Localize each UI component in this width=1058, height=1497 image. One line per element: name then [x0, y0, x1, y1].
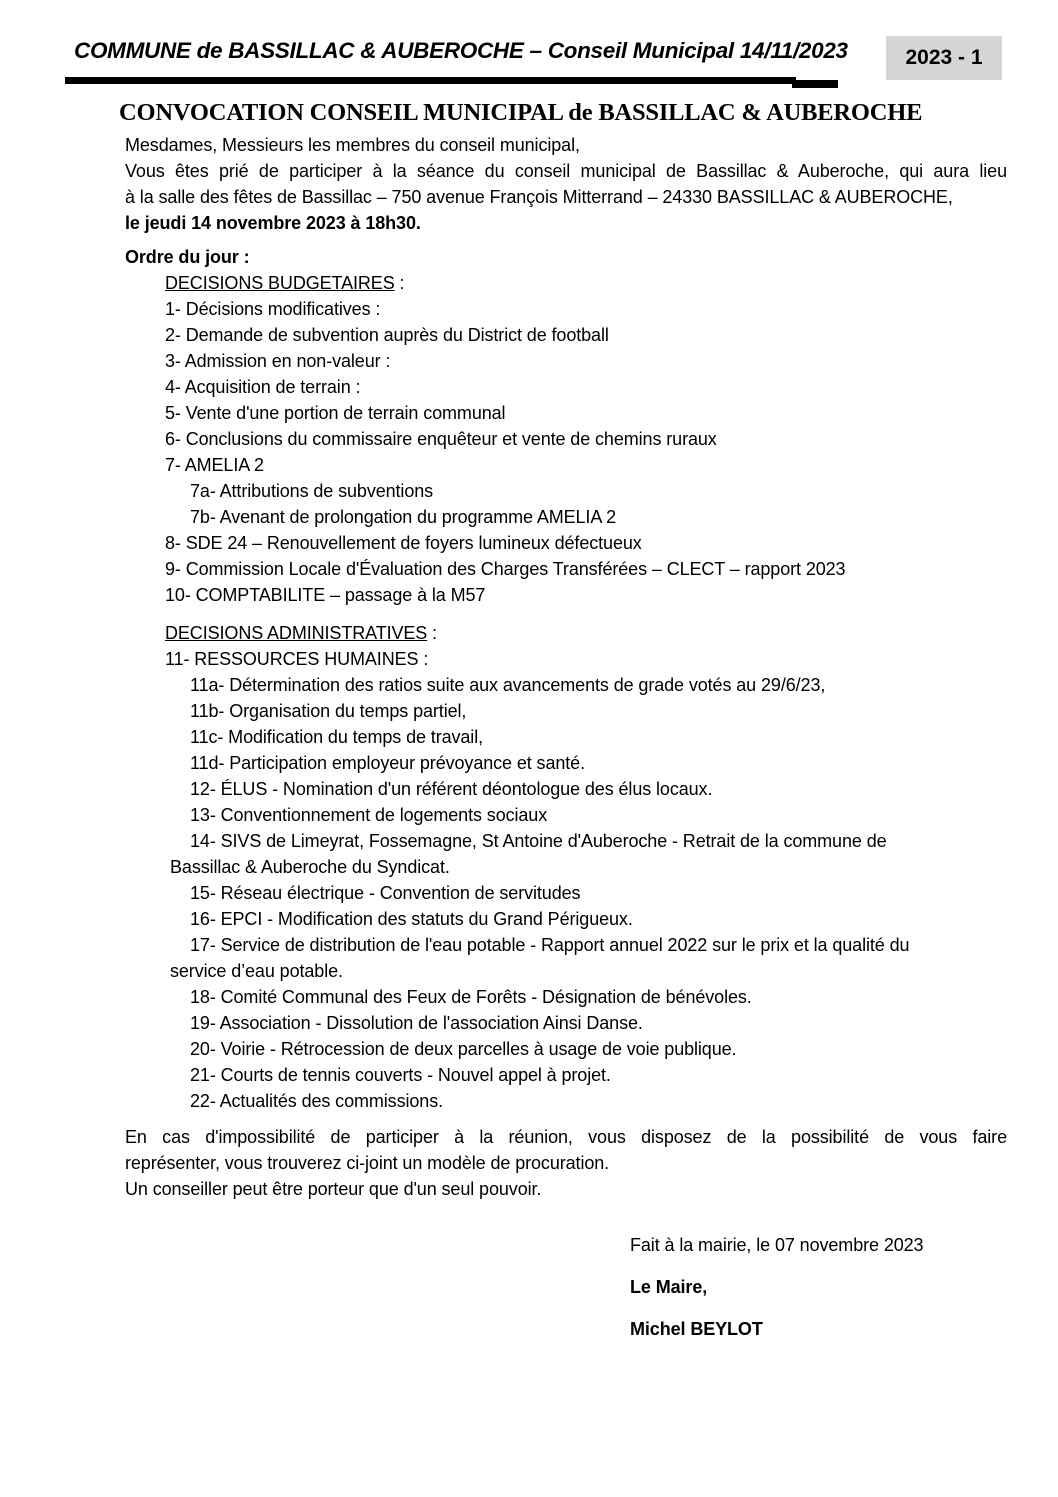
agenda-item: 7- AMELIA 2	[165, 455, 264, 475]
agenda-item: 8- SDE 24 – Renouvellement de foyers lumineux défectueux	[165, 533, 642, 553]
agenda-item: 11a- Détermination des ratios suite aux avancements de grade votés au 29/6/23,	[190, 675, 826, 695]
intro-line-1: Vous êtes prié de participer à la séance du conseil municipal de Bassillac & Auberoche, qui aura lieu	[125, 161, 1007, 181]
page-ref-badge: 2023 - 1	[886, 36, 1002, 80]
agenda-item: service d’eau potable.	[170, 961, 343, 981]
agenda-item: 19- Association - Dissolution de l'association Ainsi Danse.	[190, 1013, 643, 1033]
agenda-item: Bassillac & Auberoche du Syndicat.	[170, 857, 450, 877]
agenda-item: 7a- Attributions de subventions	[190, 481, 434, 501]
agenda-item: 21- Courts de tennis couverts - Nouvel appel à projet.	[190, 1065, 611, 1085]
agenda-section-heading: DECISIONS BUDGETAIRES :	[165, 273, 405, 293]
signature-role: Le Maire,	[630, 1277, 708, 1297]
agenda-item: 6- Conclusions du commissaire enquêteur et vente de chemins ruraux	[165, 429, 717, 449]
agenda-item: 9- Commission Locale d'Évaluation des Charges Transférées – CLECT – rapport 2023	[165, 559, 846, 579]
header-rule	[65, 77, 796, 84]
letter-body	[119, 94, 1007, 1342]
header-title: COMMUNE de BASSILLAC & AUBEROCHE – Conseil Municipal 14/11/2023	[74, 38, 848, 63]
agenda-item: 10- COMPTABILITE – passage à la M57	[165, 585, 486, 605]
agenda-section-heading-text: DECISIONS BUDGETAIRES	[165, 273, 395, 293]
document-title: CONVOCATION CONSEIL MUNICIPAL de BASSILLAC & AUBEROCHE	[119, 99, 923, 126]
header-rule-tail	[792, 80, 838, 88]
agenda-item: 11b- Organisation du temps partiel,	[190, 701, 467, 721]
agenda-section-heading: DECISIONS ADMINISTRATIVES :	[165, 623, 438, 643]
agenda-item: 16- EPCI - Modification des statuts du Grand Périgueux.	[190, 909, 633, 929]
agenda-item: 11d- Participation employeur prévoyance et santé.	[190, 753, 585, 773]
agenda-item: 20- Voirie - Rétrocession de deux parcelles à usage de voie publique.	[190, 1039, 737, 1059]
closing-line-3: Un conseiller peut être porteur que d'un seul pouvoir.	[125, 1179, 542, 1199]
agenda-item: 11c- Modification du temps de travail,	[190, 727, 484, 747]
agenda-item: 7b- Avenant de prolongation du programme AMELIA 2	[190, 507, 617, 527]
agenda-item: 15- Réseau électrique - Convention de servitudes	[190, 883, 581, 903]
closing-line-2: représenter, vous trouverez ci-joint un modèle de procuration.	[125, 1153, 610, 1173]
agenda-item: 17- Service de distribution de l'eau potable - Rapport annuel 2022 sur le prix et la qualité du	[190, 935, 910, 955]
agenda-item: 13- Conventionnement de logements sociaux	[190, 805, 548, 825]
agenda-item: 2- Demande de subvention auprès du District de football	[165, 325, 609, 345]
signature-place-date: Fait à la mairie, le 07 novembre 2023	[630, 1235, 924, 1255]
agenda-item: 1- Décisions modificatives :	[165, 299, 381, 319]
closing-line-1: En cas d'impossibilité de participer à la réunion, vous disposez de la possibilité de vous faire	[125, 1127, 1007, 1147]
agenda-item: 3- Admission en non-valeur :	[165, 351, 391, 371]
agenda-item: 12- ÉLUS - Nomination d'un référent déontologue des élus locaux.	[190, 779, 713, 799]
agenda-item: 14- SIVS de Limeyrat, Fossemagne, St Antoine d'Auberoche - Retrait de la commune de	[190, 831, 887, 851]
meeting-datetime: le jeudi 14 novembre 2023 à 18h30.	[125, 213, 421, 233]
agenda-item: 5- Vente d'une portion de terrain communal	[165, 403, 506, 423]
agenda-item: 18- Comité Communal des Feux de Forêts - Désignation de bénévoles.	[190, 987, 752, 1007]
agenda-list	[125, 270, 1007, 1114]
intro-line-2: à la salle des fêtes de Bassillac – 750 avenue François Mitterrand – 24330 BASSILLAC & AUBEROCHE,	[125, 187, 953, 207]
agenda-label: Ordre du jour :	[125, 247, 250, 267]
agenda-item: 22- Actualités des commissions.	[190, 1091, 444, 1111]
agenda-section-heading-text: DECISIONS ADMINISTRATIVES	[165, 623, 428, 643]
signature-name: Michel BEYLOT	[630, 1319, 763, 1339]
signature-block	[630, 1232, 1007, 1342]
salutation-line: Mesdames, Messieurs les membres du conseil municipal,	[125, 135, 580, 155]
agenda-item: 11- RESSOURCES HUMAINES :	[165, 649, 429, 669]
agenda-item: 4- Acquisition de terrain :	[165, 377, 361, 397]
